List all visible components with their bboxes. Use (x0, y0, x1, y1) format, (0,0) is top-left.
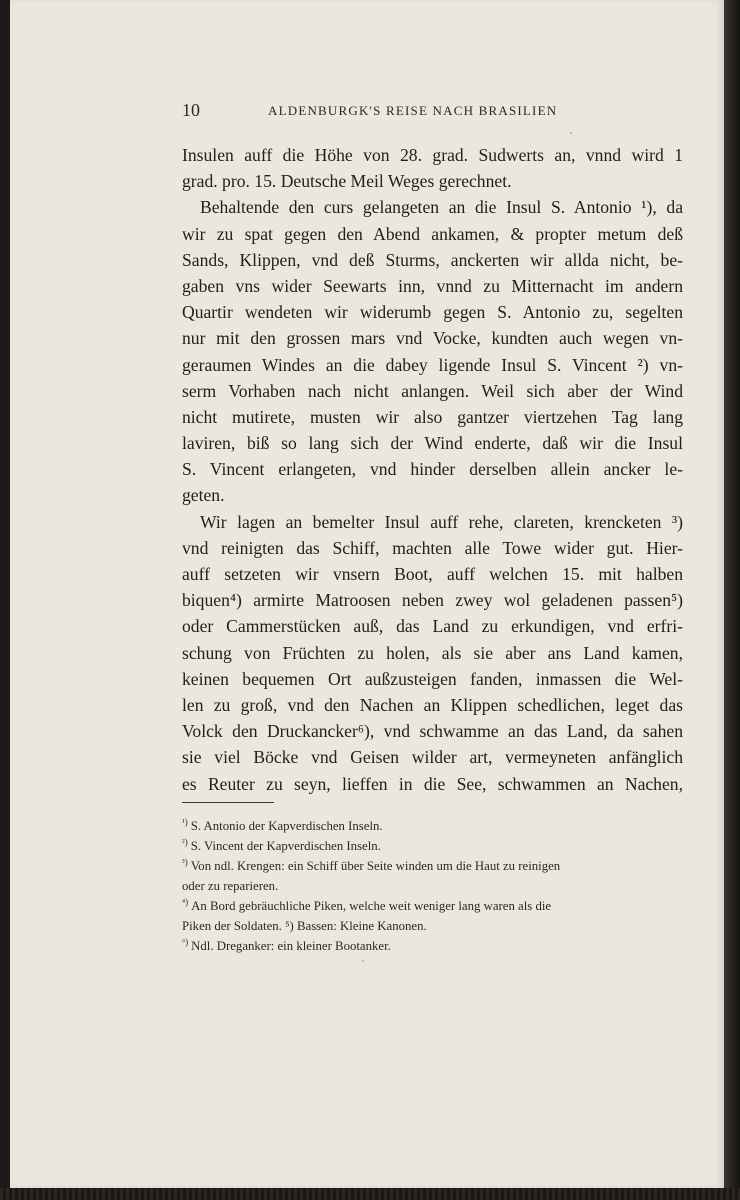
text-line: es Reuter zu seyn, lieffen in die See, schwammen an Nachen, (182, 773, 683, 794)
text-line: sie viel Böcke vnd Geisen wilder art, vermeyneten anfänglich (182, 747, 683, 768)
text-line: Wir lagen an bemelter Insul auff rehe, clareten, krencketen ³) (200, 511, 683, 532)
text-line: nur mit den grossen mars vnd Vocke, kundten auch wegen vn- (182, 328, 683, 349)
text-line: geten. (182, 485, 225, 506)
footnote (182, 896, 683, 916)
footnote (182, 836, 683, 856)
text-line: len zu groß, vnd den Nachen an Klippen schedlichen, leget das (182, 694, 683, 715)
footnote (182, 936, 683, 956)
paper-speck (570, 132, 572, 134)
book-page (10, 0, 724, 1188)
text-line: Sands, Klippen, vnd deß Sturms, anckerten wir allda nicht, be- (182, 249, 683, 270)
footnote (182, 816, 683, 836)
footnote (182, 856, 683, 876)
footnote-text: S. Antonio der Kapverdischen Inseln. (190, 819, 383, 833)
footnote-marker: ³) (182, 856, 188, 867)
text-line: vnd reinigten das Schiff, machten alle Towe wider gut. Hier- (182, 537, 683, 558)
paper-speck (362, 960, 364, 962)
page-number: 10 (182, 100, 200, 120)
text-line: Behaltende den curs gelangeten an die Insul S. Antonio ¹), da (200, 197, 683, 218)
footnote-divider (182, 802, 274, 803)
footnote-marker: ¹) (182, 816, 188, 827)
footnote-continuation (182, 876, 683, 896)
running-title: ALDENBURGK'S REISE NACH BRASILIEN (268, 103, 558, 118)
text-line: keinen bequemen Ort außzusteigen fanden, inmassen die Wel- (182, 668, 683, 689)
text-line: Volck den Druckancker⁶), vnd schwamme an das Land, da sahen (182, 721, 683, 742)
text-line: geraumen Windes an die dabey ligende Insul S. Vincent ²) vn- (182, 354, 683, 375)
text-line: gaben vns wider Seewarts inn, vnnd zu Mitternacht im andern (182, 275, 683, 296)
footnote-text: oder zu reparieren. (182, 879, 279, 893)
footnote-text: Von ndl. Krengen: ein Schiff über Seite winden um die Haut zu reinigen (190, 859, 561, 873)
footnote-continuation (182, 916, 683, 936)
body-text (182, 142, 683, 797)
text-line: biquen⁴) armirte Matroosen neben zwey wol geladenen passen⁵) (182, 590, 683, 611)
footnotes (182, 816, 683, 956)
text-line: wir zu spat gegen den Abend ankamen, & propter metum deß (182, 223, 683, 244)
footnote-text: Ndl. Dreganker: ein kleiner Bootanker. (191, 939, 391, 953)
text-line: schung von Früchten zu holen, als sie aber ans Land kamen, (182, 642, 683, 663)
footnote-marker: ²) (182, 836, 188, 847)
text-line: nicht mutirete, musten wir also gantzer viertzehen Tag lang (182, 406, 683, 427)
text-line: auff setzeten wir vnsern Boot, auff welchen 15. mit halben (182, 564, 683, 584)
footnote-text: S. Vincent der Kapverdischen Inseln. (190, 839, 381, 853)
page-header (172, 100, 692, 124)
footnote-text: An Bord gebräuchliche Piken, welche weit weniger lang waren als die (191, 899, 552, 913)
book-binding-edge (724, 0, 740, 1200)
text-line: oder Cammerstücken auß, das Land zu erkundigen, vnd erfri- (182, 616, 683, 637)
text-line: S. Vincent erlangeten, vnd hinder derselben allein ancker le- (182, 459, 683, 480)
text-line: grad. pro. 15. Deutsche Meil Weges gerechnet. (182, 171, 512, 192)
text-line: serm Vorhaben nach nicht anlangen. Weil sich aber der Wind (182, 380, 683, 401)
footnote-marker: ⁴) (182, 896, 189, 907)
footnote-text: Piken der Soldaten. ⁵) Bassen: Kleine Kanonen. (182, 919, 427, 933)
footnote-marker: ⁶) (182, 936, 189, 947)
text-line: Quartir wendeten wir widerumb gegen S. Antonio zu, segelten (182, 302, 683, 323)
text-line: laviren, biß so lang sich der Wind enderte, daß wir die Insul (182, 433, 683, 454)
scan-bottom-edge (0, 1188, 740, 1200)
text-line: Insulen auff die Höhe von 28. grad. Sudwerts an, vnnd wird 1 (182, 145, 683, 165)
